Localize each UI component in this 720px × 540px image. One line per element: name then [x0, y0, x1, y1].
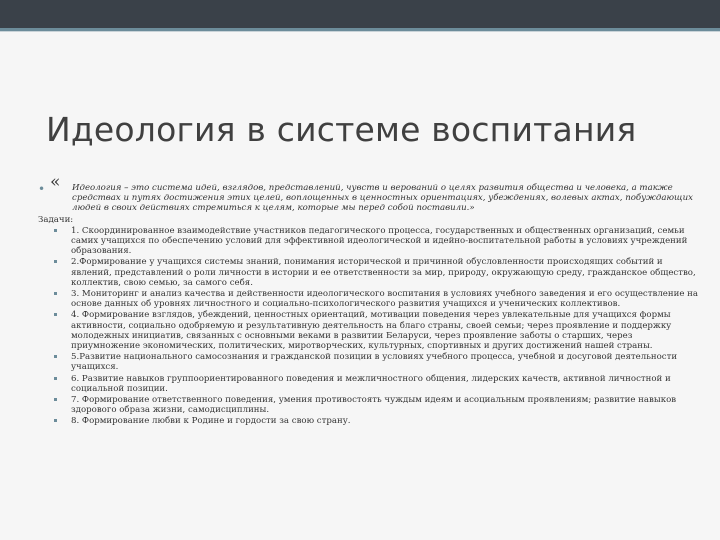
definition-paragraph	[38, 172, 700, 214]
square-bullet-icon	[54, 229, 57, 232]
square-bullet-icon	[54, 313, 57, 316]
square-bullet-icon	[54, 260, 57, 263]
square-bullet-icon	[54, 398, 57, 401]
task-text: 2.Формирование у учащихся системы знаний, понимания исторической и причинной обусловленности происходящих событий и явлений, представлений о роли личности в истории и ее ответственности за мир, природу, окружающую среду, гражданское общество, коллектив, свою семью, за самого себя.	[71, 257, 696, 288]
square-bullet-icon	[54, 355, 57, 358]
task-text: 1. Скоординированное взаимодействие участников педагогического процесса, государственных и общественных организаций, семьи самих учащихся по обеспечению условий для эффективной идеологической и идейно-воспитательной работы в условиях учреждений образования.	[71, 225, 688, 257]
bullet-icon: •	[38, 182, 46, 196]
tasks-heading: Задачи:	[38, 214, 74, 225]
task-item	[38, 226, 700, 257]
header-bar	[0, 0, 720, 28]
slide-body	[38, 172, 700, 427]
task-item	[38, 374, 700, 394]
task-item	[38, 257, 700, 288]
task-text: 4. Формирование взглядов, убеждений, ценностных ориентаций, мотивации поведения через увлекательные для учащихся формы активности, социально одобряемую и результативную деятельность на благо страны, своей семьи; через проявление и поддержку молодежных инициатив, связанных с основными веками в развитии Беларуси, через проявление заботы о старших, через приумножение экономических, политических, миротворческих, культурных, спортивных и других достижений нашей страны.	[71, 310, 672, 352]
definition-text: Идеология – это система идей, взглядов, представлений, чувств и верований о целях развития общества и человека, а также средствах и путях достижения этих целей, воплощенных в ценностных ориентациях, убеждениях, волевых актах, побуждающих людей в своих действиях стремиться к целям, которые мы перед собой поставили.»	[72, 183, 694, 214]
quote-mark: «	[50, 172, 61, 192]
square-bullet-icon	[54, 377, 57, 380]
task-item	[38, 395, 700, 415]
slide-title: Идеология в системе воспитания	[46, 110, 637, 149]
task-item	[38, 416, 700, 426]
task-text: 6. Развитие навыков группоориентированного поведения и межличностного общения, лидерских качеств, активной личностной и социальной позиции.	[71, 373, 671, 394]
task-text: 7. Формирование ответственного поведения, умения противостоять чуждым идеям и асоциальным проявлениям; развитие навыков здорового образа жизни, самодисциплины.	[71, 395, 677, 416]
task-text: 8. Формирование любви к Родине и гордости за свою страну.	[71, 416, 351, 427]
square-bullet-icon	[54, 419, 57, 422]
square-bullet-icon	[54, 292, 57, 295]
task-text: 3. Мониторинг и анализ качества и действенности идеологического воспитания в условиях учебного заведения и его осуществление на основе данных об уровнях личностного и социально-психологического развития учащихся и ученических коллективов.	[71, 289, 699, 310]
header-divider	[0, 31, 720, 32]
task-item	[38, 289, 700, 309]
task-item	[38, 352, 700, 372]
task-item	[38, 310, 700, 351]
task-text: 5.Развитие национального самосознания и гражданской позиции в условиях учебного процесса, учебной и досуговой деятельности учащихся.	[71, 352, 678, 373]
